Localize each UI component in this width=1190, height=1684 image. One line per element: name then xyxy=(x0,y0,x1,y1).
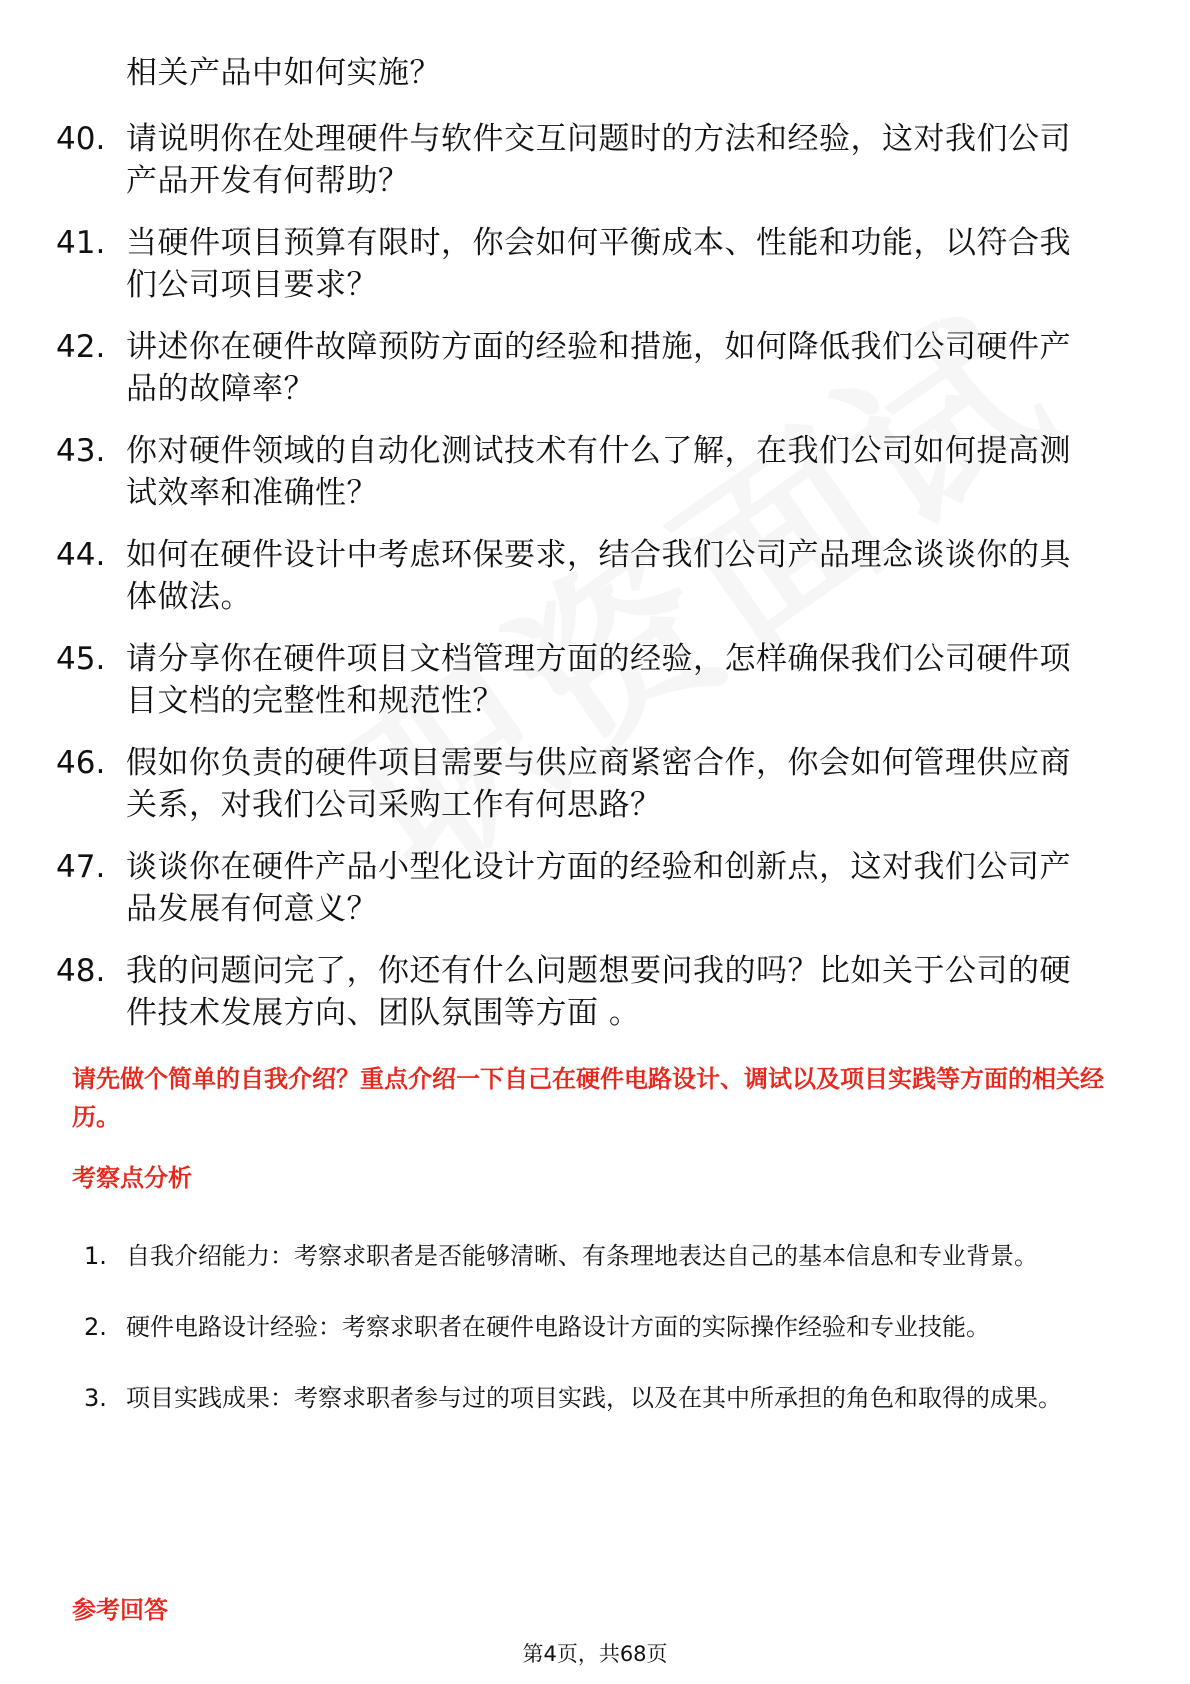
question-number: 48. xyxy=(56,953,106,989)
list-item xyxy=(56,118,1116,202)
question-number: 42. xyxy=(56,329,106,365)
question-text: 你对硬件领域的自动化测试技术有什么了解，在我们公司如何提高测试效率和准确性？ xyxy=(126,433,1071,511)
question-number: 40. xyxy=(56,121,106,157)
analysis-text: 硬件电路设计经验：考察求职者在硬件电路设计方面的实际操作经验和专业技能。 xyxy=(126,1313,990,1341)
question-number: 43. xyxy=(56,433,106,469)
list-item xyxy=(84,1299,1124,1356)
analysis-text: 项目实践成果：考察求职者参与过的项目实践，以及在其中所承担的角色和取得的成果。 xyxy=(126,1384,1062,1412)
list-item xyxy=(56,950,1116,1034)
list-item xyxy=(84,1228,1124,1285)
question-text: 谈谈你在硬件产品小型化设计方面的经验和创新点，这对我们公司产品发展有何意义？ xyxy=(126,849,1071,927)
list-item xyxy=(56,222,1116,306)
analysis-text: 自我介绍能力：考察求职者是否能够清晰、有条理地表达自己的基本信息和专业背景。 xyxy=(126,1242,1038,1270)
question-text: 讲述你在硬件故障预防方面的经验和措施，如何降低我们公司硬件产品的故障率？ xyxy=(126,329,1071,407)
analysis-number: 2. xyxy=(84,1313,107,1341)
question-text: 请说明你在处理硬件与软件交互问题时的方法和经验，这对我们公司产品开发有何帮助？ xyxy=(126,121,1071,199)
question-number: 46. xyxy=(56,745,106,781)
question-continuation: 相关产品中如何实施？ xyxy=(126,55,441,91)
analysis-list xyxy=(84,1228,1124,1441)
reference-title: 参考回答 xyxy=(72,1596,168,1624)
list-item xyxy=(84,1370,1124,1427)
question-list xyxy=(56,118,1116,1054)
list-item xyxy=(56,638,1116,722)
analysis-number: 1. xyxy=(84,1242,107,1270)
page-footer: 第4页，共68页 xyxy=(522,1642,668,1666)
question-number: 47. xyxy=(56,849,106,885)
question-text: 当硬件项目预算有限时，你会如何平衡成本、性能和功能，以符合我们公司项目要求？ xyxy=(126,225,1071,303)
list-item xyxy=(56,534,1116,618)
analysis-title: 考察点分析 xyxy=(72,1164,192,1192)
list-item xyxy=(56,430,1116,514)
analysis-number: 3. xyxy=(84,1384,107,1412)
question-heading: 请先做个简单的自我介绍？重点介绍一下自己在硬件电路设计、调试以及项目实践等方面的相关经历。 xyxy=(72,1065,1104,1131)
list-item xyxy=(56,846,1116,930)
list-item xyxy=(56,742,1116,826)
question-number: 41. xyxy=(56,225,106,261)
question-number: 45. xyxy=(56,641,106,677)
question-text: 假如你负责的硬件项目需要与供应商紧密合作，你会如何管理供应商关系，对我们公司采购工作有何思路？ xyxy=(126,745,1071,823)
question-number: 44. xyxy=(56,537,106,573)
question-text: 如何在硬件设计中考虑环保要求，结合我们公司产品理念谈谈你的具体做法。 xyxy=(126,537,1071,615)
list-item xyxy=(56,326,1116,410)
question-text: 请分享你在硬件项目文档管理方面的经验，怎样确保我们公司硬件项目文档的完整性和规范性？ xyxy=(126,641,1071,719)
question-text: 我的问题问完了，你还有什么问题想要问我的吗？比如关于公司的硬件技术发展方向、团队氛围等方面 。 xyxy=(126,953,1071,1031)
